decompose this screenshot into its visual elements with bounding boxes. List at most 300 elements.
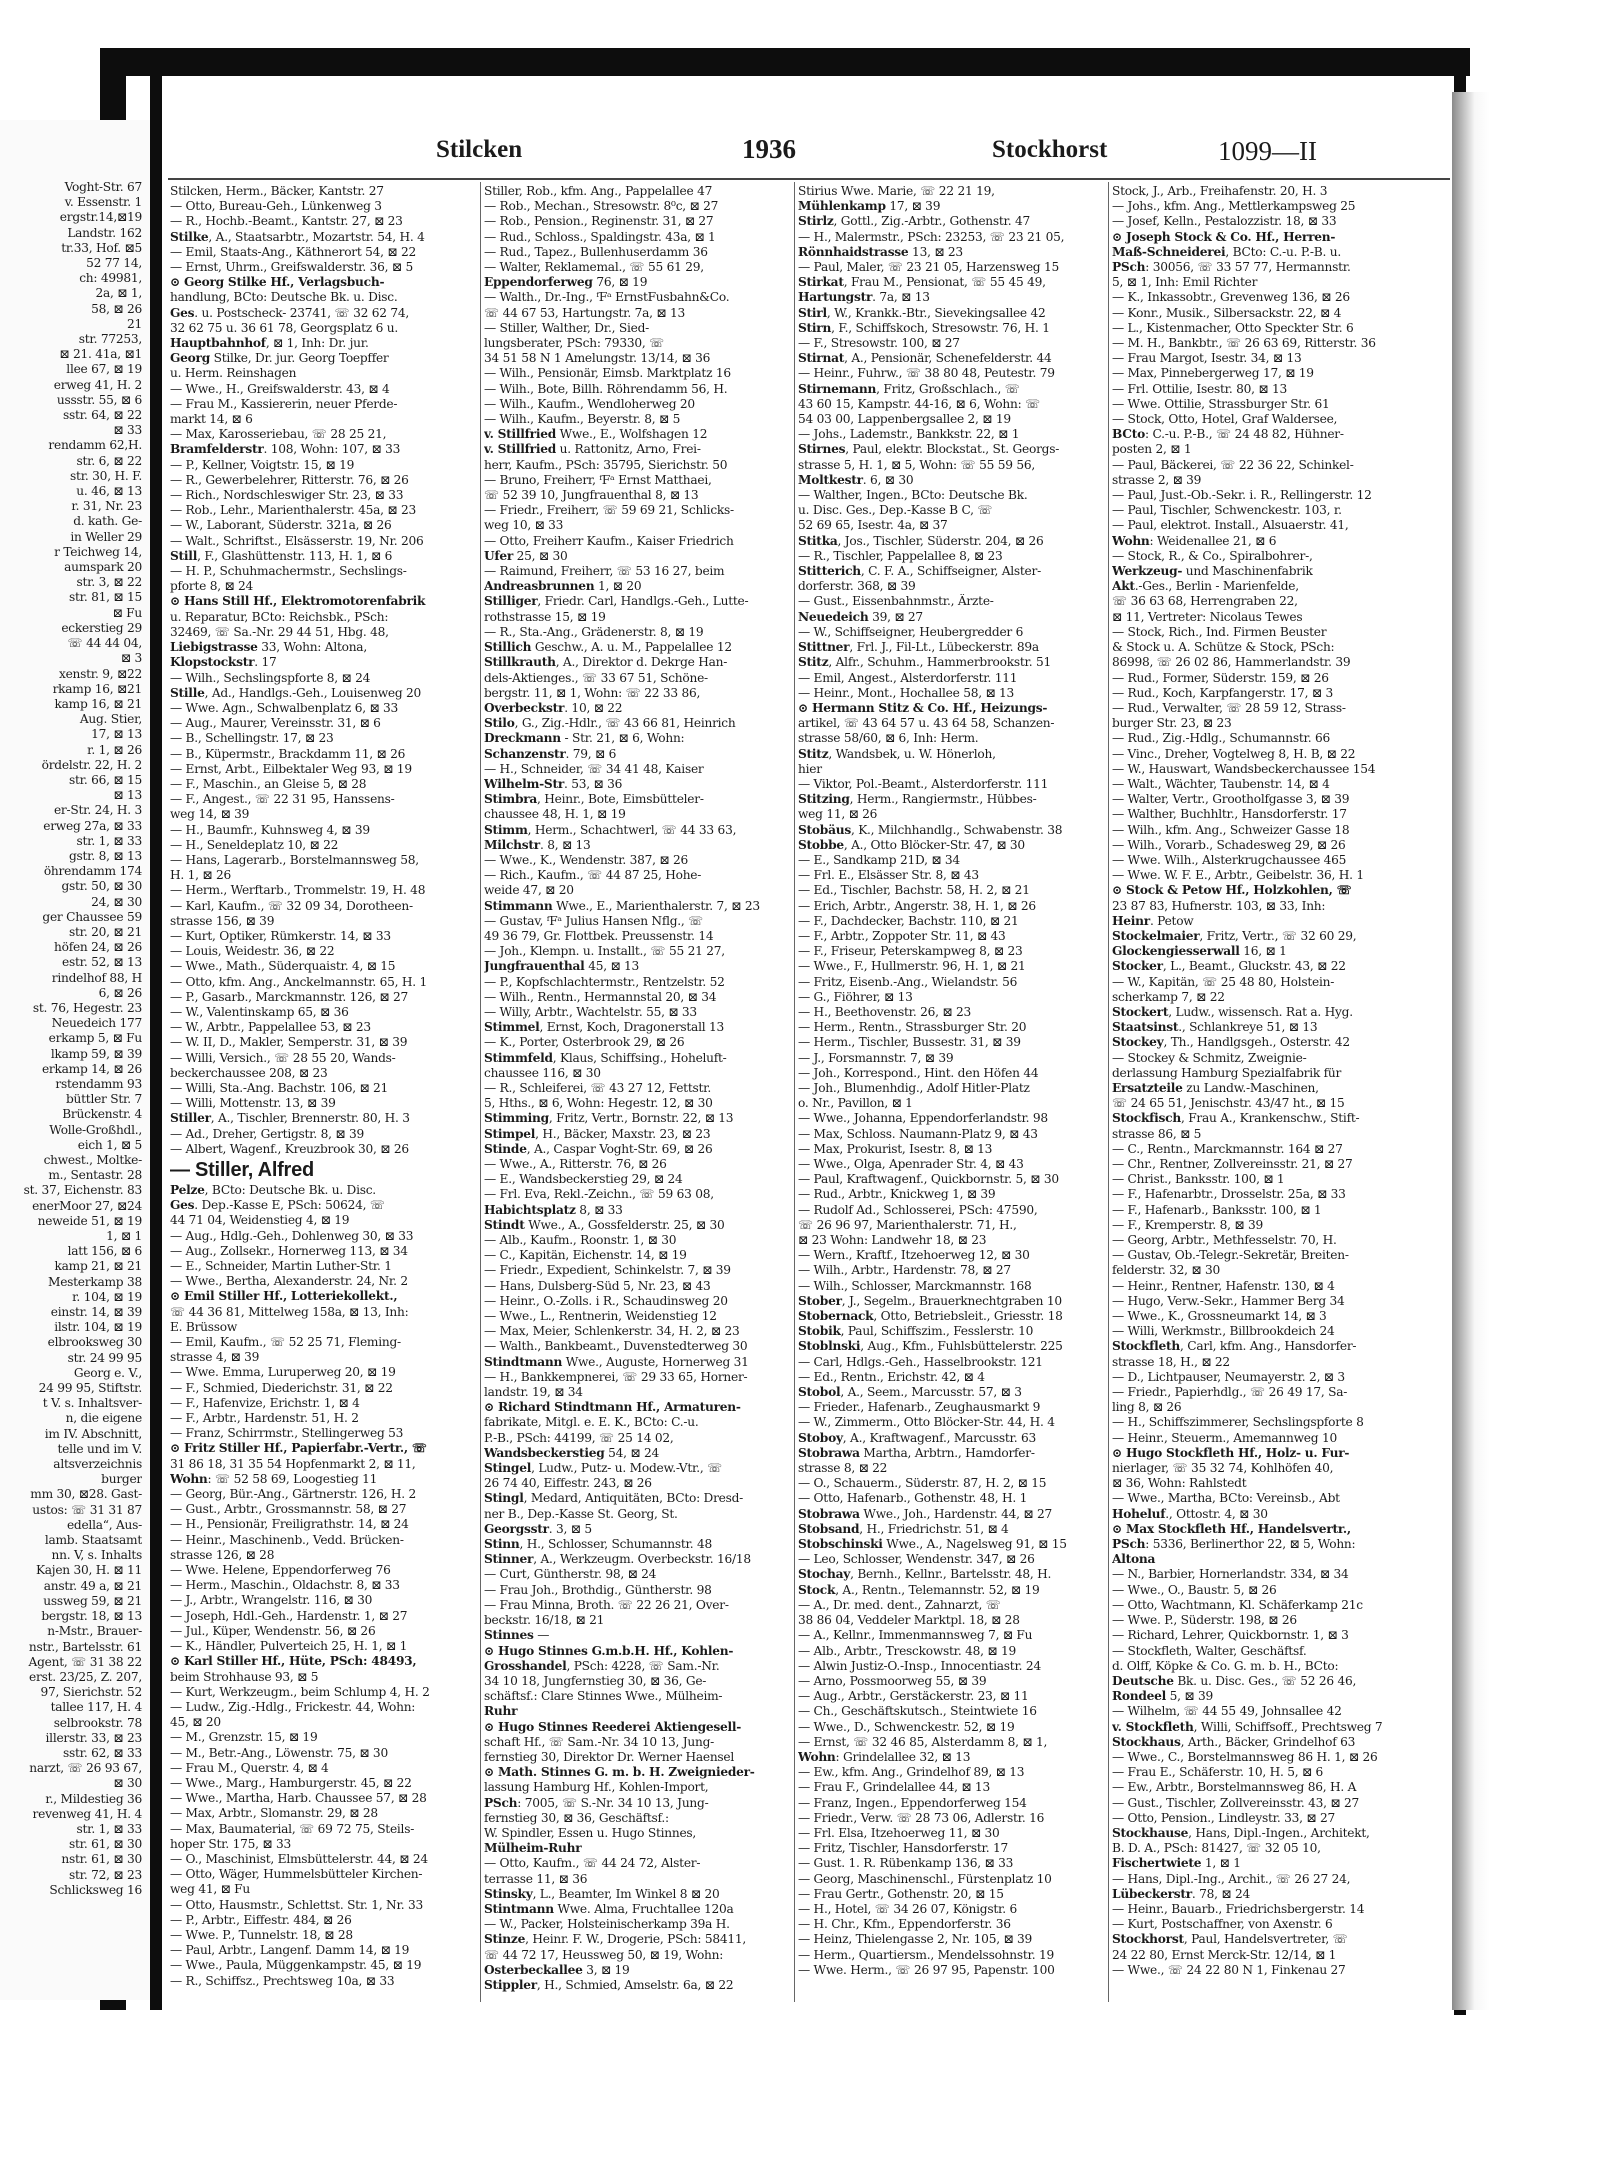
directory-entry-line: posten 2, ⊠ 1 (1112, 442, 1192, 457)
directory-entry-line: — Max, Karosseriebau, ☏ 28 25 21, (170, 427, 387, 442)
directory-entry-line: — Willi, Mottenstr. 13, ⊠ 39 (170, 1096, 336, 1111)
directory-entry-line: — E., Schneider, Martin Luther-Str. 1 (170, 1259, 392, 1274)
column-divider-3 (1108, 182, 1109, 2002)
facing-page-line: narzt, ☏ 26 93 67, (29, 1761, 142, 1776)
directory-entry-line: ☏ 44 67 53, Hartungstr. 7a, ⊠ 13 (484, 305, 686, 320)
facing-page-line: str. 30, H. F. (70, 468, 142, 483)
directory-entry-line: — Hans, Dulsberg-Süd 5, Nr. 23, ⊠ 43 (484, 1278, 711, 1293)
directory-entry-line: — Rudolf Ad., Schlosserei, PSch: 47590, (798, 1202, 1038, 1217)
directory-entry-line: — W., Kapitän, ☏ 25 48 80, Holstein- (1112, 974, 1335, 989)
directory-entry-line: Stirnat, A., Pensionär, Schenefelderstr. 44 (798, 351, 1052, 366)
facing-page-line: st. 76, Hegestr. 23 (32, 1000, 142, 1015)
facing-page-line: aumspark 20 (64, 560, 142, 575)
directory-entry-line: — Stiller, Walther, Dr., Sied- (484, 320, 650, 335)
directory-entry-line: ⊙ Hermann Stitz & Co. Hf., Heizungs- (798, 700, 1048, 715)
directory-entry-line: Stobik, Paul, Schiffszim., Fesslerstr. 10 (798, 1324, 1034, 1339)
directory-entry-line: — Hans, Lagerarb., Borstelmannsweg 58, (170, 852, 419, 867)
directory-entry-line: Glockengiesserwall 16, ⊠ 1 (1112, 944, 1287, 959)
directory-entry-line: — B., Küpermstr., Brackdamm 11, ⊠ 26 (170, 746, 406, 761)
directory-entry-line: — Wwe. Wilh., Alsterkrugchaussee 465 (1112, 852, 1347, 867)
directory-entry-line: derlassung Hamburg Spezialfabrik für (1112, 1065, 1342, 1080)
directory-entry-line: Liebigstrasse 33, Wohn: Altona, (170, 640, 367, 655)
directory-entry-line: — H. P., Schuhmachermstr., Sechslings- (170, 564, 407, 579)
directory-entry-line: ⊙ Joseph Stock & Co. Hf., Herren- (1112, 229, 1336, 244)
facing-page-line: tallee 117, H. 4 (50, 1700, 142, 1715)
directory-entry-line: Neuedeich 39, ⊠ 27 (798, 609, 923, 624)
directory-entry-line: PSch: 30056, ☏ 33 57 77, Hermannstr. (1112, 260, 1351, 275)
directory-entry-line: — Gust., Tischler, Zollvereinsstr. 43, ⊠ 27 (1112, 1795, 1359, 1810)
directory-entry-line: — Walter, Vertr., Grootholfgasse 3, ⊠ 39 (1112, 792, 1350, 807)
facing-page-line: Kajen 30, H. ⊠ 11 (35, 1563, 142, 1578)
directory-entry-line: — Rob., Pension., Reginenstr. 31, ⊠ 27 (484, 214, 714, 229)
directory-entry-line: — Willi, Versich., ☏ 28 55 20, Wands- (170, 1050, 396, 1065)
directory-entry-line: Maß-Schneiderei, BCto: C.-u. P.-B. u. (1112, 244, 1341, 259)
directory-entry-line: — Hans, Dipl.-Ing., Archit., ☏ 26 27 24, (1112, 1871, 1351, 1886)
facing-page-line: t V. s. Inhaltsver- (42, 1396, 142, 1411)
directory-entry-line: — H., Schneider, ☏ 34 41 48, Kaiser (484, 761, 704, 776)
facing-page-line: kamp 21, ⊠ 21 (54, 1259, 142, 1274)
directory-entry-line: Still, F., Glashüttenstr. 113, H. 1, ⊠ 6 (170, 548, 393, 563)
directory-entry-line: — Herm., Werftarb., Trommelstr. 19, H. 48 (170, 883, 426, 898)
facing-page-line: 6, ⊠ 26 (98, 985, 142, 1000)
directory-entry-line: — M., Grenzstr. 15, ⊠ 19 (170, 1730, 318, 1745)
directory-entry-line: Stitterich, C. F. A., Schiffseigner, Alster- (798, 564, 1041, 579)
directory-entry-line: Lübeckerstr. 78, ⊠ 24 (1112, 1886, 1251, 1901)
facing-page-line: ⊠ 21. 41a, ⊠1 (59, 347, 142, 362)
directory-entry-line: Stinnes — (484, 1628, 550, 1643)
directory-entry-line: schäftsf.: Clare Stinnes Wwe., Mülheim- (484, 1689, 723, 1704)
directory-entry-line: 34 51 58 N 1 Amelungstr. 13/14, ⊠ 36 (484, 351, 711, 366)
facing-page-line: nstr. 61, ⊠ 30 (61, 1852, 142, 1867)
directory-entry-line: v. Stillfried Wwe., E., Wolfshagen 12 (484, 427, 708, 442)
directory-entry-line: nierlager, ☏ 35 32 74, Kohlhöfen 40, (1112, 1461, 1334, 1476)
directory-entry-line: Stock, J., Arb., Freihafenstr. 20, H. 3 (1112, 184, 1328, 198)
facing-page-line: 52 77 14, (86, 256, 142, 271)
directory-entry-line: — F., Hafenarb., Banksstr. 100, ⊠ 1 (1112, 1202, 1322, 1217)
directory-entry-line: — Aug., Hdlg.-Geh., Dohlenweg 30, ⊠ 33 (170, 1228, 414, 1243)
directory-entry-line: — Rud., Koch, Karpfangerstr. 17, ⊠ 3 (1112, 685, 1333, 700)
facing-page-line: sstr. 64, ⊠ 22 (63, 408, 142, 423)
directory-entry-line: — Wilh., Rentn., Hermannstal 20, ⊠ 34 (484, 989, 717, 1004)
directory-entry-line: — F., Kremperstr. 8, ⊠ 39 (1112, 1217, 1264, 1232)
directory-entry-line: — Heinr., Rentner, Hafenstr. 130, ⊠ 4 (1112, 1278, 1335, 1293)
facing-page-line: Georg e. V., (73, 1365, 142, 1380)
directory-entry-line: — Johs., Lademstr., Bankkstr. 22, ⊠ 1 (798, 427, 1020, 442)
directory-entry-line: — Max, Baumaterial, ☏ 69 72 75, Steils- (170, 1821, 415, 1836)
directory-entry-line: — Heinr., Fuhrw., ☏ 38 80 48, Peutestr. 79 (798, 366, 1055, 381)
directory-entry-line: Stockhause, Hans, Dipl.-Ingen., Architekt, (1112, 1825, 1370, 1840)
facing-page-line: ⊠ 3 (120, 651, 142, 666)
directory-entry-line: Wohn: Grindelallee 32, ⊠ 13 (798, 1749, 971, 1764)
header-year: 1936 (742, 134, 796, 164)
facing-page-line: lamb. Staatsamt (44, 1533, 142, 1548)
directory-entry-line: — Wwe., O., Baustr. 5, ⊠ 26 (1112, 1582, 1277, 1597)
facing-page-line: höfen 24, ⊠ 26 (54, 940, 142, 955)
directory-entry-line: Stimpel, H., Bäcker, Maxstr. 23, ⊠ 23 (484, 1126, 711, 1141)
directory-entry-line: Overbeckstr. 10, ⊠ 22 (484, 700, 623, 715)
directory-entry-line: — P., Kopfschlachtermstr., Rentzelstr. 52 (484, 974, 725, 989)
directory-entry-line: — Otto, kfm. Ang., Anckelmannstr. 65, H. 1 (170, 974, 427, 989)
facing-page-line: str. 24 99 95 (67, 1350, 142, 1365)
directory-entry-line: — Ch., Geschäftskutsch., Steintwiete 16 (798, 1704, 1037, 1719)
directory-entry-line: — Max, Pinnebergerweg 17, ⊠ 19 (1112, 366, 1314, 381)
directory-entry-line: Stitka, Jos., Tischler, Süderstr. 204, ⊠ 26 (798, 533, 1044, 548)
directory-entry-line: dorferstr. 368, ⊠ 39 (798, 579, 916, 594)
facing-page-line: str. 77253, (78, 332, 142, 347)
directory-entry-line: — Paul, Arbtr., Langenf. Damm 14, ⊠ 19 (170, 1943, 410, 1958)
directory-entry-line: — Rich., Nordschleswiger Str. 23, ⊠ 33 (170, 488, 404, 503)
directory-entry-line: B. D. A., PSch: 81427, ☏ 32 05 10, (1112, 1841, 1321, 1856)
directory-entry-line: Ges. u. Postscheck- 23741, ☏ 32 62 74, (170, 305, 409, 320)
facing-page-line: ördelstr. 22, H. 2 (41, 757, 142, 772)
directory-entry-line: Mülheim-Ruhr (484, 1841, 582, 1856)
directory-entry-line: — Wilh., Bote, Billh. Röhrendamm 56, H. (484, 381, 728, 396)
directory-entry-line: Werkzeug- und Maschinenfabrik (1112, 564, 1313, 579)
directory-entry-line: — Frau F., Grindelallee 44, ⊠ 13 (798, 1780, 990, 1795)
directory-entry-line: Grosshandel, PSch: 4228, ☏ Sam.-Nr. (484, 1658, 720, 1673)
directory-entry-line: — R., Hochb.-Beamt., Kantstr. 27, ⊠ 23 (170, 214, 403, 229)
directory-entry-line: PSch: 5336, Berlinerthor 22, ⊠ 5, Wohn: (1112, 1537, 1356, 1552)
facing-page-line: burger (101, 1472, 142, 1487)
facing-page-line: ilstr. 104, ⊠ 19 (54, 1320, 142, 1335)
directory-entry-line: — C., Rentn., Marckmannstr. 164 ⊠ 27 (1112, 1141, 1343, 1156)
directory-entry-line: Stocker, L., Beamt., Gluckstr. 43, ⊠ 22 (1112, 959, 1346, 974)
directory-entry-line: Stirnes, Paul, elektr. Blockstat., St. Georgs- (798, 442, 1060, 457)
directory-entry-line: Stinde, A., Caspar Voght-Str. 69, ⊠ 26 (484, 1141, 713, 1156)
directory-entry-line: Jungfrauenthal 45, ⊠ 13 (484, 959, 640, 974)
directory-entry-line: — Otto, Wäger, Hummelsbütteler Kirchen- (170, 1867, 423, 1882)
directory-entry-line: Stitzing, Herm., Rangiermstr., Hübbes- (798, 792, 1037, 807)
directory-entry-line: — Herm., Quartiersm., Mendelssohnstr. 19 (798, 1947, 1054, 1962)
facing-page-line: str. 6, ⊠ 22 (76, 453, 142, 468)
directory-entry-line: — Wwe., C., Borstelmannsweg 86 H. 1, ⊠ 26 (1112, 1749, 1378, 1764)
facing-page-line: tr.33, Hof. ⊠5 (61, 240, 142, 255)
facing-page-line: anstr. 49 a, ⊠ 21 (43, 1578, 142, 1593)
directory-entry-line: — Gust., Arbtr., Grossmannstr. 58, ⊠ 27 (170, 1502, 407, 1517)
facing-page-line: Brückenstr. 4 (62, 1107, 142, 1122)
directory-entry-line: Wilhelm-Str. 53, ⊠ 36 (484, 776, 623, 791)
directory-entry-line: Stimming, Fritz, Vertr., Bornstr. 22, ⊠ 13 (484, 1111, 734, 1126)
facing-page-line: gstr. 50, ⊠ 30 (61, 879, 142, 894)
directory-entry-line: — Frau Gertr., Gothenstr. 20, ⊠ 15 (798, 1886, 1004, 1901)
facing-page-line: 2a, ⊠ 1, (95, 286, 142, 301)
facing-page-line: erkamp 14, ⊠ 26 (41, 1061, 142, 1076)
directory-entry-line: — Wwe., Bertha, Alexanderstr. 24, Nr. 2 (170, 1274, 408, 1289)
facing-page-line: str. 66, ⊠ 15 (69, 772, 142, 787)
directory-entry-line: — Konr., Musik., Silbersackstr. 22, ⊠ 4 (1112, 305, 1342, 320)
directory-entry-line: — Stockey & Schmitz, Zweignie- (1112, 1050, 1307, 1065)
directory-entry-line: — Joh., Klempn. u. Installt., ☏ 55 21 27, (484, 944, 725, 959)
facing-page-line: str. 3, ⊠ 22 (76, 575, 142, 590)
directory-entry-line: Stockhorst, Paul, Handelsvertreter, ☏ (1112, 1932, 1348, 1947)
facing-page-line: erweg 27a, ⊠ 33 (43, 818, 142, 833)
directory-entry-line: 54 03 00, Lappenbergsallee 2, ⊠ 19 (798, 412, 1011, 427)
directory-entry-line: — F., Arbtr., Zoppoter Str. 11, ⊠ 43 (798, 928, 1006, 943)
directory-entry-line: ⊙ Hugo Stinnes Reederei Aktiengesell- (484, 1719, 742, 1734)
directory-entry-line: ☏ 26 96 97, Marienthalerstr. 71, H., (798, 1217, 1017, 1232)
directory-entry-line: ⊙ Hugo Stockfleth Hf., Holz- u. Fur- (1112, 1445, 1350, 1460)
directory-entry-line: — F., Maschin., an Gleise 5, ⊠ 28 (170, 776, 367, 791)
directory-entry-line: pforte 8, ⊠ 24 (170, 579, 254, 594)
directory-entry-line: — F., Stresowstr. 100, ⊠ 27 (798, 336, 960, 351)
directory-entry-line: Wandsbeckerstieg 54, ⊠ 24 (484, 1445, 659, 1460)
directory-entry-line: — Frau Minna, Broth. ☏ 22 26 21, Over- (484, 1597, 729, 1612)
directory-entry-line: — Ew., Arbtr., Borstelmannsweg 86, H. A (1112, 1780, 1357, 1795)
directory-entry-line: strasse 4, ⊠ 39 (170, 1350, 260, 1365)
directory-entry-line: Stindt Wwe., A., Gossfelderstr. 25, ⊠ 30 (484, 1217, 725, 1232)
directory-entry-line: — Otto, Kaufm., ☏ 44 24 72, Alster- (484, 1856, 701, 1871)
directory-entry-line: fabrikate, Mitgl. e. E. K., BCto: C.-u. (484, 1415, 699, 1430)
directory-entry-line: scherkamp 7, ⊠ 22 (1112, 989, 1225, 1004)
directory-entry-line: — Erich, Arbtr., Angerstr. 38, H. 1, ⊠ 26 (798, 898, 1036, 913)
directory-entry-line: — Paul, Just.-Ob.-Sekr. i. R., Rellingerstr. 12 (1112, 488, 1372, 503)
directory-entry-line: Stimmann Wwe., E., Marienthalerstr. 7, ⊠ 23 (484, 898, 760, 913)
directory-entry-line: — Kurt, Werkzeugm., beim Schlump 4, H. 2 (170, 1684, 430, 1699)
directory-entry-line: — R., Schiffsz., Prechtsweg 10a, ⊠ 33 (170, 1973, 395, 1988)
directory-entry-line: — H., Beethovenstr. 26, ⊠ 23 (798, 1004, 971, 1019)
directory-entry-line: Stirius Wwe. Marie, ☏ 22 21 19, (798, 184, 995, 198)
directory-entry-line: d. Olff, Köpke & Co. G. m. b. H., BCto: (1112, 1658, 1339, 1673)
column-divider-2 (794, 182, 795, 2002)
facing-page-line: ustos: ☏ 31 31 87 (32, 1502, 142, 1517)
facing-page-line: lkamp 59, ⊠ 39 (50, 1046, 142, 1061)
directory-entry-line: — K., Händler, Pulverteich 25, H. 1, ⊠ 1 (170, 1639, 408, 1654)
directory-entry-line: Stochay, Bernh., Kellnr., Bartelsstr. 48, H. (798, 1567, 1052, 1582)
directory-entry-line: — Friedr., Verw. ☏ 28 73 06, Adlerstr. 16 (798, 1810, 1045, 1825)
directory-entry-line: — Alb., Kaufm., Roonstr. 1, ⊠ 30 (484, 1233, 677, 1248)
text-column-3 (798, 184, 1104, 1978)
directory-entry-line: Hoheluf., Ottostr. 4, ⊠ 30 (1112, 1506, 1268, 1521)
directory-entry-line: — E., Wandsbeckerstieg 29, ⊠ 24 (484, 1172, 683, 1187)
directory-entry-line: — Otto, Bureau-Geh., Lünkenweg 3 (170, 199, 382, 214)
directory-entry-line: ⊙ Karl Stiller Hf., Hüte, PSch: 48493, (170, 1654, 417, 1669)
directory-entry-line: artikel, ☏ 43 64 57 u. 43 64 58, Schanzen- (798, 716, 1055, 731)
directory-entry-line: — H. Chr., Kfm., Eppendorferstr. 36 (798, 1917, 1011, 1932)
directory-entry-line: beckstr. 16/18, ⊠ 21 (484, 1613, 605, 1628)
directory-entry-line: — Emil, Kaufm., ☏ 52 25 71, Fleming- (170, 1335, 401, 1350)
facing-page-line: in Weller 29 (70, 529, 142, 544)
directory-entry-line: strasse 86, ⊠ 5 (1112, 1126, 1202, 1141)
directory-entry-line: — Rud., Schloss., Spaldingstr. 43a, ⊠ 1 (484, 229, 716, 244)
directory-entry-line: — Wwe. Emma, Luruperweg 20, ⊠ 19 (170, 1365, 396, 1380)
directory-entry-line: chaussee 116, ⊠ 30 (484, 1065, 601, 1080)
directory-entry-line: chaussee 48, H. 1, ⊠ 19 (484, 807, 626, 822)
directory-entry-line: rothstrasse 15, ⊠ 19 (484, 609, 606, 624)
page-number: 1099—II (1218, 136, 1317, 166)
directory-entry-line: PSch: 7005, ☏ S.-Nr. 34 10 13, Jung- (484, 1795, 709, 1810)
directory-entry-line: — P., Arbtr., Eiffestr. 484, ⊠ 26 (170, 1912, 352, 1927)
directory-entry-line: weide 47, ⊠ 20 (484, 883, 574, 898)
facing-page-line: erkamp 5, ⊠ Fu (48, 1031, 142, 1046)
directory-entry-line: Stoboy, A., Kraftwagenf., Marcusstr. 63 (798, 1430, 1036, 1445)
directory-entry-line: — Max, Arbtr., Slomanstr. 29, ⊠ 28 (170, 1806, 378, 1821)
directory-entry-line: W. Spindler, Essen u. Hugo Stinnes, (484, 1825, 697, 1840)
directory-entry-line: — Rud., Tapez., Bullenhuserdamm 36 (484, 244, 708, 259)
directory-entry-line: — Rob., Lehr., Marienthalerstr. 45a, ⊠ 23 (170, 503, 416, 518)
directory-entry-line: weg 10, ⊠ 33 (484, 518, 564, 533)
directory-entry-line: Schanzenstr. 79, ⊠ 6 (484, 746, 617, 761)
facing-page-line: rendamm 62,H. (48, 438, 142, 453)
directory-entry-line: ⊙ Math. Stinnes G. m. b. H. Zweignieder- (484, 1765, 755, 1780)
directory-entry-line: 23 87 83, Hufnerstr. 103, ⊠ 33, Inh: (1112, 898, 1326, 913)
directory-entry-line: — Kurt, Postschaffner, von Axenstr. 6 (1112, 1917, 1333, 1932)
directory-entry-line: Hartungstr. 7a, ⊠ 13 (798, 290, 930, 305)
directory-entry-line: Stilo, G., Zig.-Hdlr., ☏ 43 66 81, Heinrich (484, 716, 736, 731)
directory-entry-line: — Heinr., O.-Zolls. i R., Schaudinsweg 20 (484, 1293, 728, 1308)
directory-entry-line: Stobrawa Martha, Arbtrn., Hamdorfer- (798, 1445, 1035, 1460)
directory-entry-line: Osterbeckallee 3, ⊠ 19 (484, 1962, 630, 1977)
directory-entry-line: Stitz, Wandsbek, u. W. Hönerloh, (798, 746, 996, 761)
directory-entry-line: Stobäus, K., Milchhandlg., Schwabenstr. 38 (798, 822, 1063, 837)
directory-entry-line: Dreckmann - Str. 21, ⊠ 6, Wohn: (484, 731, 685, 746)
directory-entry-line: — D., Lichtpauser, Neumayerstr. 2, ⊠ 3 (1112, 1369, 1345, 1384)
directory-entry-line: felderstr. 32, ⊠ 30 (1112, 1263, 1220, 1278)
directory-entry-line: Stinze, Heinr. F. W., Drogerie, PSch: 58411, (484, 1932, 746, 1947)
directory-entry-line: — A., Kellnr., Immenmannsweg 7, ⊠ Fu (798, 1628, 1033, 1643)
directory-entry-line: 24 22 80, Ernst Merck-Str. 12/14, ⊠ 1 (1112, 1947, 1337, 1962)
directory-entry-line: — Paul, Kraftwagenf., Quickbornstr. 5, ⊠ 30 (798, 1172, 1059, 1187)
facing-page-line: selbrookstr. 78 (53, 1715, 142, 1730)
facing-page-line: chwest., Moltke- (43, 1153, 142, 1167)
facing-page-line: er-Str. 24, H. 3 (53, 803, 142, 818)
directory-entry-line: — Joseph, Hdl.-Geh., Hardenstr. 1, ⊠ 27 (170, 1608, 408, 1623)
directory-entry-line: — F., Friseur, Peterskampweg 8, ⊠ 23 (798, 944, 1023, 959)
facing-page-line: str. 61, ⊠ 30 (69, 1837, 142, 1852)
directory-entry-line: Stippler, H., Schmied, Amselstr. 6a, ⊠ 22 (484, 1977, 734, 1992)
directory-entry-line: 44 71 04, Weidenstieg 4, ⊠ 19 (170, 1213, 350, 1228)
directory-entry-line: Rondeel 5, ⊠ 39 (1112, 1689, 1214, 1704)
directory-entry-line: — Walther, Ingen., BCto: Deutsche Bk. (798, 488, 1028, 503)
directory-entry-line: Stimmel, Ernst, Koch, Dragonerstall 13 (484, 1020, 724, 1035)
text-column-1 (170, 184, 476, 1989)
directory-entry-line: — Rob., Mechan., Stresowstr. 8⁰c, ⊠ 27 (484, 199, 719, 214)
directory-entry-line: — W., Laborant, Süderstr. 321a, ⊠ 26 (170, 518, 392, 533)
directory-entry-line: — Fritz, Eisenb.-Ang., Wielandstr. 56 (798, 974, 1018, 989)
directory-entry-line: — Emil, Angest., Alsterdorferstr. 111 (798, 670, 1018, 685)
directory-entry-line: — Willi, Werkmstr., Billbrookdeich 24 (1112, 1324, 1335, 1339)
directory-entry-line: — Frau M., Kassiererin, neuer Pferde- (170, 396, 398, 411)
directory-entry-line: Stille, Ad., Handlgs.-Geh., Louisenweg 20 (170, 685, 422, 700)
directory-entry-line: Stober, J., Segelm., Brauerknechtgraben 10 (798, 1293, 1062, 1308)
facing-page-line: ch: 49981, (79, 271, 142, 286)
directory-entry-line: strasse 126, ⊠ 28 (170, 1547, 275, 1562)
directory-entry-line: — Aug., Zollsekr., Hornerweg 113, ⊠ 34 (170, 1243, 408, 1258)
directory-entry-line: — Heinz, Thielengasse 2, Nr. 105, ⊠ 39 (798, 1932, 1033, 1947)
directory-entry-line: — Ed., Rentn., Erichstr. 42, ⊠ 4 (798, 1369, 985, 1384)
facing-page-line: v. Essenstr. 1 (64, 195, 142, 210)
facing-page-line: eich 1, ⊠ 5 (77, 1137, 142, 1152)
directory-entry-line: Fischertwiete 1, ⊠ 1 (1112, 1856, 1241, 1871)
directory-entry-line: Stimmfeld, Klaus, Schiffsing., Hoheluft- (484, 1050, 727, 1065)
directory-entry-line: — J., Forsmannstr. 7, ⊠ 39 (798, 1050, 954, 1065)
directory-entry-line: — Gust. 1. R. Rübenkamp 136, ⊠ 33 (798, 1856, 1014, 1871)
directory-entry-line: — Ad., Dreher, Gertigstr. 8, ⊠ 39 (170, 1126, 364, 1141)
directory-entry-line: ☏ 44 72 17, Heussweg 50, ⊠ 19, Wohn: (484, 1947, 724, 1962)
directory-entry-line: 26 74 40, Eiffestr. 243, ⊠ 26 (484, 1476, 652, 1491)
directory-entry-line: dels-Aktienges., ☏ 33 67 51, Schöne- (484, 670, 708, 685)
directory-entry-line: — Wilh., Kaufm., Beyerstr. 8, ⊠ 5 (484, 412, 681, 427)
directory-entry-line: — H., Seneldeplatz 10, ⊠ 22 (170, 837, 339, 852)
directory-entry-line: Stinner, A., Werkzeugm. Overbeckstr. 16/18 (484, 1552, 751, 1567)
directory-entry-line: — Hugo, Verw.-Sekr., Hammer Berg 34 (1112, 1293, 1345, 1308)
directory-entry-line: — Gust., Eissenbahnmstr., Ärzte- (798, 594, 994, 609)
directory-entry-line: Milchstr. 8, ⊠ 13 (484, 837, 591, 852)
directory-entry-line: Stockfleth, Carl, kfm. Ang., Hansdorfer- (1112, 1339, 1357, 1354)
directory-entry-line: — Wilh., Arbtr., Hardenstr. 78, ⊠ 27 (798, 1263, 1011, 1278)
facing-page-text (0, 180, 142, 1898)
directory-entry-line: — Heinr., Maschinenb., Vedd. Brücken- (170, 1532, 404, 1547)
facing-page-line: telle und im V. (57, 1441, 142, 1456)
directory-entry-line: Stobbe, A., Otto Blöcker-Str. 47, ⊠ 30 (798, 837, 1025, 852)
directory-entry-line: ⊙ Max Stockfleth Hf., Handelsvertr., (1112, 1521, 1351, 1536)
directory-entry-line: — Paul, Tischler, Schwenckestr. 103, r. (1112, 503, 1342, 518)
facing-page-line: rindelhof 88, H (51, 970, 142, 985)
directory-entry-line: hoper Str. 175, ⊠ 33 (170, 1836, 291, 1851)
directory-entry-line: weg 41, ⊠ Fu (170, 1882, 250, 1897)
directory-entry-line: — Rich., Kaufm., ☏ 44 87 25, Hohe- (484, 868, 702, 883)
facing-page-line: Schlicksweg 16 (49, 1882, 142, 1897)
directory-entry-line: burger Str. 23, ⊠ 23 (1112, 716, 1232, 731)
directory-entry-line: weg 11, ⊠ 26 (798, 807, 878, 822)
directory-entry-line: 49 36 79, Gr. Flottbek. Preussenstr. 14 (484, 928, 714, 943)
facing-page-line: ⊠ 13 (113, 788, 142, 803)
directory-entry-line: — W. II, D., Makler, Semperstr. 31, ⊠ 39 (170, 1035, 408, 1050)
facing-page-line: ussweg 59, ⊠ 21 (43, 1593, 142, 1608)
directory-entry-line: — R., Gewerbelehrer, Ritterstr. 76, ⊠ 26 (170, 472, 409, 487)
directory-entry-line: — Jul., Küper, Wendenstr. 56, ⊠ 26 (170, 1623, 376, 1638)
directory-entry-line: — O., Maschinist, Elmsbüttelerstr. 44, ⊠ 24 (170, 1851, 428, 1866)
facing-page-line: n-Mstr., Brauer- (47, 1624, 142, 1639)
directory-entry-line: — Ed., Tischler, Bachstr. 58, H. 2, ⊠ 21 (798, 883, 1030, 898)
directory-entry-line: — R., Schleiferei, ☏ 43 27 12, Fettstr. (484, 1080, 711, 1095)
directory-entry-line: — Bruno, Freiherr, ᶠFᵃ Ernst Matthaei, (484, 472, 712, 487)
directory-entry-line: — Wwe., A., Ritterstr. 76, ⊠ 26 (484, 1157, 667, 1171)
directory-entry-line: 34 10 18, Jungfernstieg 30, ⊠ 36, Ge- (484, 1673, 707, 1688)
directory-entry-line: — Wwe., H., Greifswalderstr. 43, ⊠ 4 (170, 381, 390, 396)
facing-page-line: d. kath. Ge- (73, 514, 142, 529)
directory-entry-line: — Wwe., L., Rentnerin, Weidenstieg 12 (484, 1309, 717, 1324)
directory-entry-line: ⊙ Hugo Stinnes G.m.b.H. Hf., Kohlen- (484, 1643, 734, 1658)
directory-entry-line: Stinn, H., Schlosser, Schumannstr. 48 (484, 1537, 713, 1552)
facing-page-line: 97, Sierichstr. 52 (40, 1685, 142, 1700)
directory-entry-line: — Ernst, Uhrm., Greifswalderstr. 36, ⊠ 5 (170, 260, 414, 275)
directory-entry-line: — Walter, Reklamemal., ☏ 55 61 29, (484, 260, 704, 275)
directory-entry-line: — M. H., Bankbtr., ☏ 26 63 69, Ritterstr. 36 (1112, 336, 1376, 351)
directory-entry-line: — Paul, elektrot. Install., Alsuaerstr. 41, (1112, 518, 1349, 533)
directory-entry-line: strasse 2, ⊠ 39 (1112, 472, 1202, 487)
directory-entry-line: — Walth., Dr.-Ing., ᶠFᵃ ErnstFusbahn&Co. (484, 290, 730, 305)
directory-entry-line: — Ernst, Arbt., Eilbektaler Weg 93, ⊠ 19 (170, 761, 412, 776)
directory-entry-line: — Paul, Maler, ☏ 23 21 05, Harzensweg 15 (798, 260, 1059, 275)
directory-entry-line: — B., Schellingstr. 17, ⊠ 23 (170, 731, 334, 746)
directory-entry-line: — Wwe., ☏ 24 22 80 N 1, Finkenau 27 (1112, 1962, 1346, 1977)
directory-entry-line: — Chr., Rentner, Zollvereinsstr. 21, ⊠ 27 (1112, 1157, 1353, 1171)
directory-entry-line: Georg Stilke, Dr. jur. Georg Toepffer (170, 351, 389, 366)
directory-entry-line: — Ernst, ☏ 32 46 85, Alsterdamm 8, ⊠ 1, (798, 1734, 1048, 1749)
directory-entry-line: 38 86 04, Veddeler Marktpl. 18, ⊠ 28 (798, 1613, 1020, 1628)
facing-page-line: estr. 52, ⊠ 13 (62, 955, 142, 970)
directory-entry-line: Stirn, F., Schiffskoch, Stresowstr. 76, H. 1 (798, 320, 1050, 335)
directory-entry-line: — Wwe., K., Wendenstr. 387, ⊠ 26 (484, 852, 689, 867)
directory-entry-line: — Stock, Rich., Ind. Firmen Beuster (1112, 624, 1327, 639)
page-edge-shadow (1452, 92, 1490, 2010)
column-divider-1 (480, 182, 481, 2002)
directory-entry-line: Stockelmaier, Fritz, Vertr., ☏ 32 60 29, (1112, 928, 1357, 943)
directory-entry-line: Stock, A., Rentn., Telemannstr. 52, ⊠ 19 (798, 1582, 1040, 1597)
directory-entry-line: Stockfisch, Frau A., Krankenschw., Stift- (1112, 1111, 1360, 1126)
directory-entry-line: — Aug., Arbtr., Gerstäckerstr. 23, ⊠ 11 (798, 1689, 1029, 1704)
directory-entry-line: — M., Betr.-Ang., Löwenstr. 75, ⊠ 30 (170, 1745, 388, 1760)
